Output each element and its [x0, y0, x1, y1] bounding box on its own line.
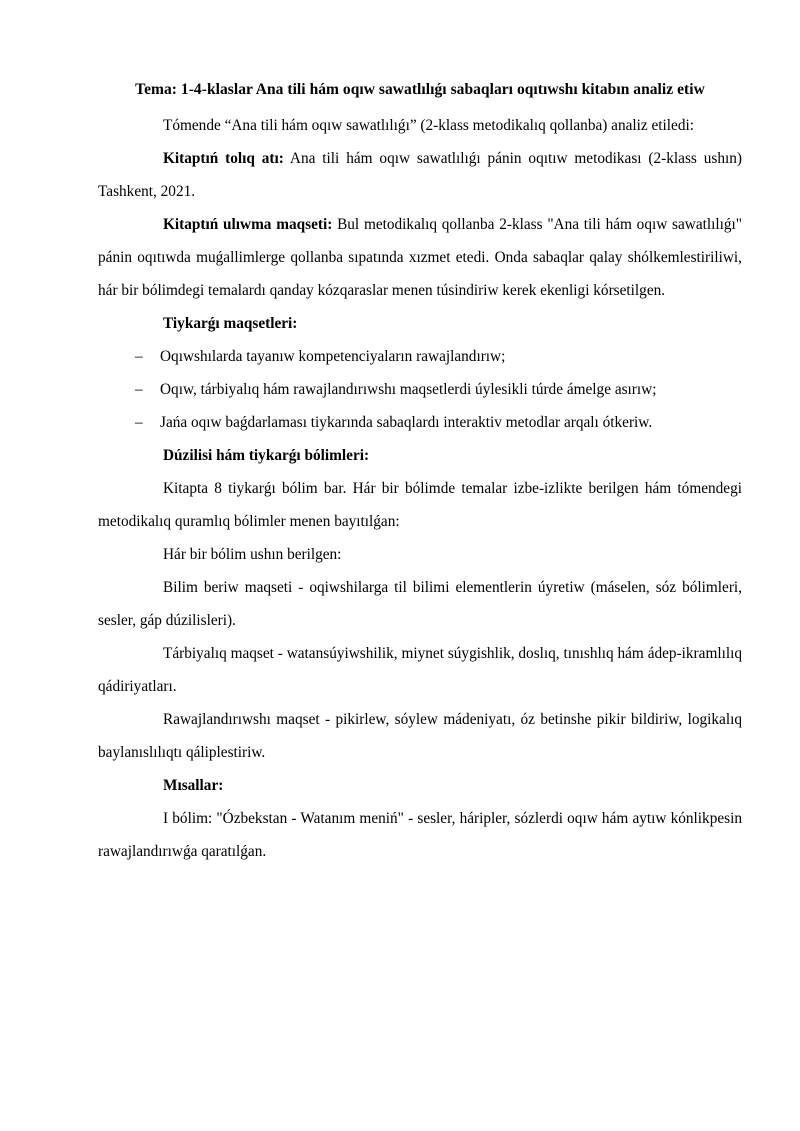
heading-examples: Mısallar: [163, 777, 224, 794]
list-item-label: Oqıwshılarda tayanıw kompetenciyaların rawajlandırıw; [160, 348, 506, 365]
page-title: Tema: 1-4-klaslar Ana tili hám oqıw sawatlılıǵı sabaqları oqıtıwshı kitabın analiz etiw [135, 81, 705, 98]
list-item [98, 373, 742, 406]
paragraph-example-one: I bólim: "Ózbekstan - Watanım meniń" - sesler, háripler, sózlerdi oqıw hám aytıw kónlikpesin rawajlandırıwǵa qaratılǵan. [98, 810, 742, 860]
value-general-purpose: Bul metodikalıq qollanba 2-klass "Ana tili hám oqıw sawatlılıǵı" pánin oqıtıwda muǵallimlerge qollanba sıpatında xızmet etedi. Onda sabaqlar qalay shólkemlestiriliwi, hár bir bólimdegi temalardı qanday kózqaraslar menen túsindiriw kerek ekenligi kórsetilgen. [98, 216, 743, 299]
label-general-purpose: Kitaptıń ulıwma maqseti: [163, 216, 333, 233]
list-item [98, 406, 742, 439]
paragraph-knowledge-goal: Bilim beriw maqseti - oqiwshilarga til bilimi elementlerin úyretiw (máselen, sóz bólimleri, sesler, gáp dúzilisleri). [98, 579, 742, 629]
dash-bullet-icon: – [135, 381, 143, 398]
main-goals-list [98, 340, 742, 439]
list-item-label: Oqıw, tárbiyalıq hám rawajlandırıwshı maqsetlerdi úylesikli túrde ámelge asırıw; [160, 381, 657, 398]
heading-main-goals: Tiykarǵı maqsetleri: [163, 315, 298, 332]
paragraph-educational-goal: Tárbiyalıq maqset - watansúyiwshilik, miynet súygishlik, doslıq, tınıshlıq hám ádep-ikramlılıq qádiriyatları. [98, 645, 742, 695]
paragraph-development-goal: Rawajlandırıwshı maqset - pikirlew, sóylew mádeniyatı, óz betinshe pikir bildiriw, logikalıq baylanıslılıqtı qáliplestiriw. [98, 711, 742, 761]
value-full-name: Ana tili hám oqıw sawatlılıǵı pánin oqıtıw metodikası (2-klass ushın) Tashkent, 2021. [98, 150, 742, 200]
paragraph-general-purpose [98, 208, 742, 307]
paragraph-per-section-intro: Hár bir bólim ushın berilgen: [163, 546, 342, 563]
document-body [98, 0, 742, 868]
label-full-name: Kitaptıń tolıq atı: [163, 150, 284, 167]
paragraph-intro: Tómende “Ana tili hám oqıw sawatlılıǵı” (2-klass metodikalıq qollanba) analiz etiledi: [163, 117, 694, 134]
dash-bullet-icon: – [135, 414, 143, 431]
list-item-label: Jańa oqıw baǵdarlaması tiykarında sabaqlardı interaktiv metodlar arqalı ótkeriw. [160, 414, 653, 431]
paragraph-full-name [98, 142, 742, 208]
list-item [98, 340, 742, 373]
heading-structure: Dúzilisi hám tiykarǵı bólimleri: [163, 447, 370, 464]
dash-bullet-icon: – [135, 348, 143, 365]
paragraph-structure-body: Kitapta 8 tiykarǵı bólim bar. Hár bir bólimde temalar izbe-izlikte berilgen hám tómendegi metodikalıq quramlıq bólimler menen bayıtılǵan: [98, 480, 742, 530]
